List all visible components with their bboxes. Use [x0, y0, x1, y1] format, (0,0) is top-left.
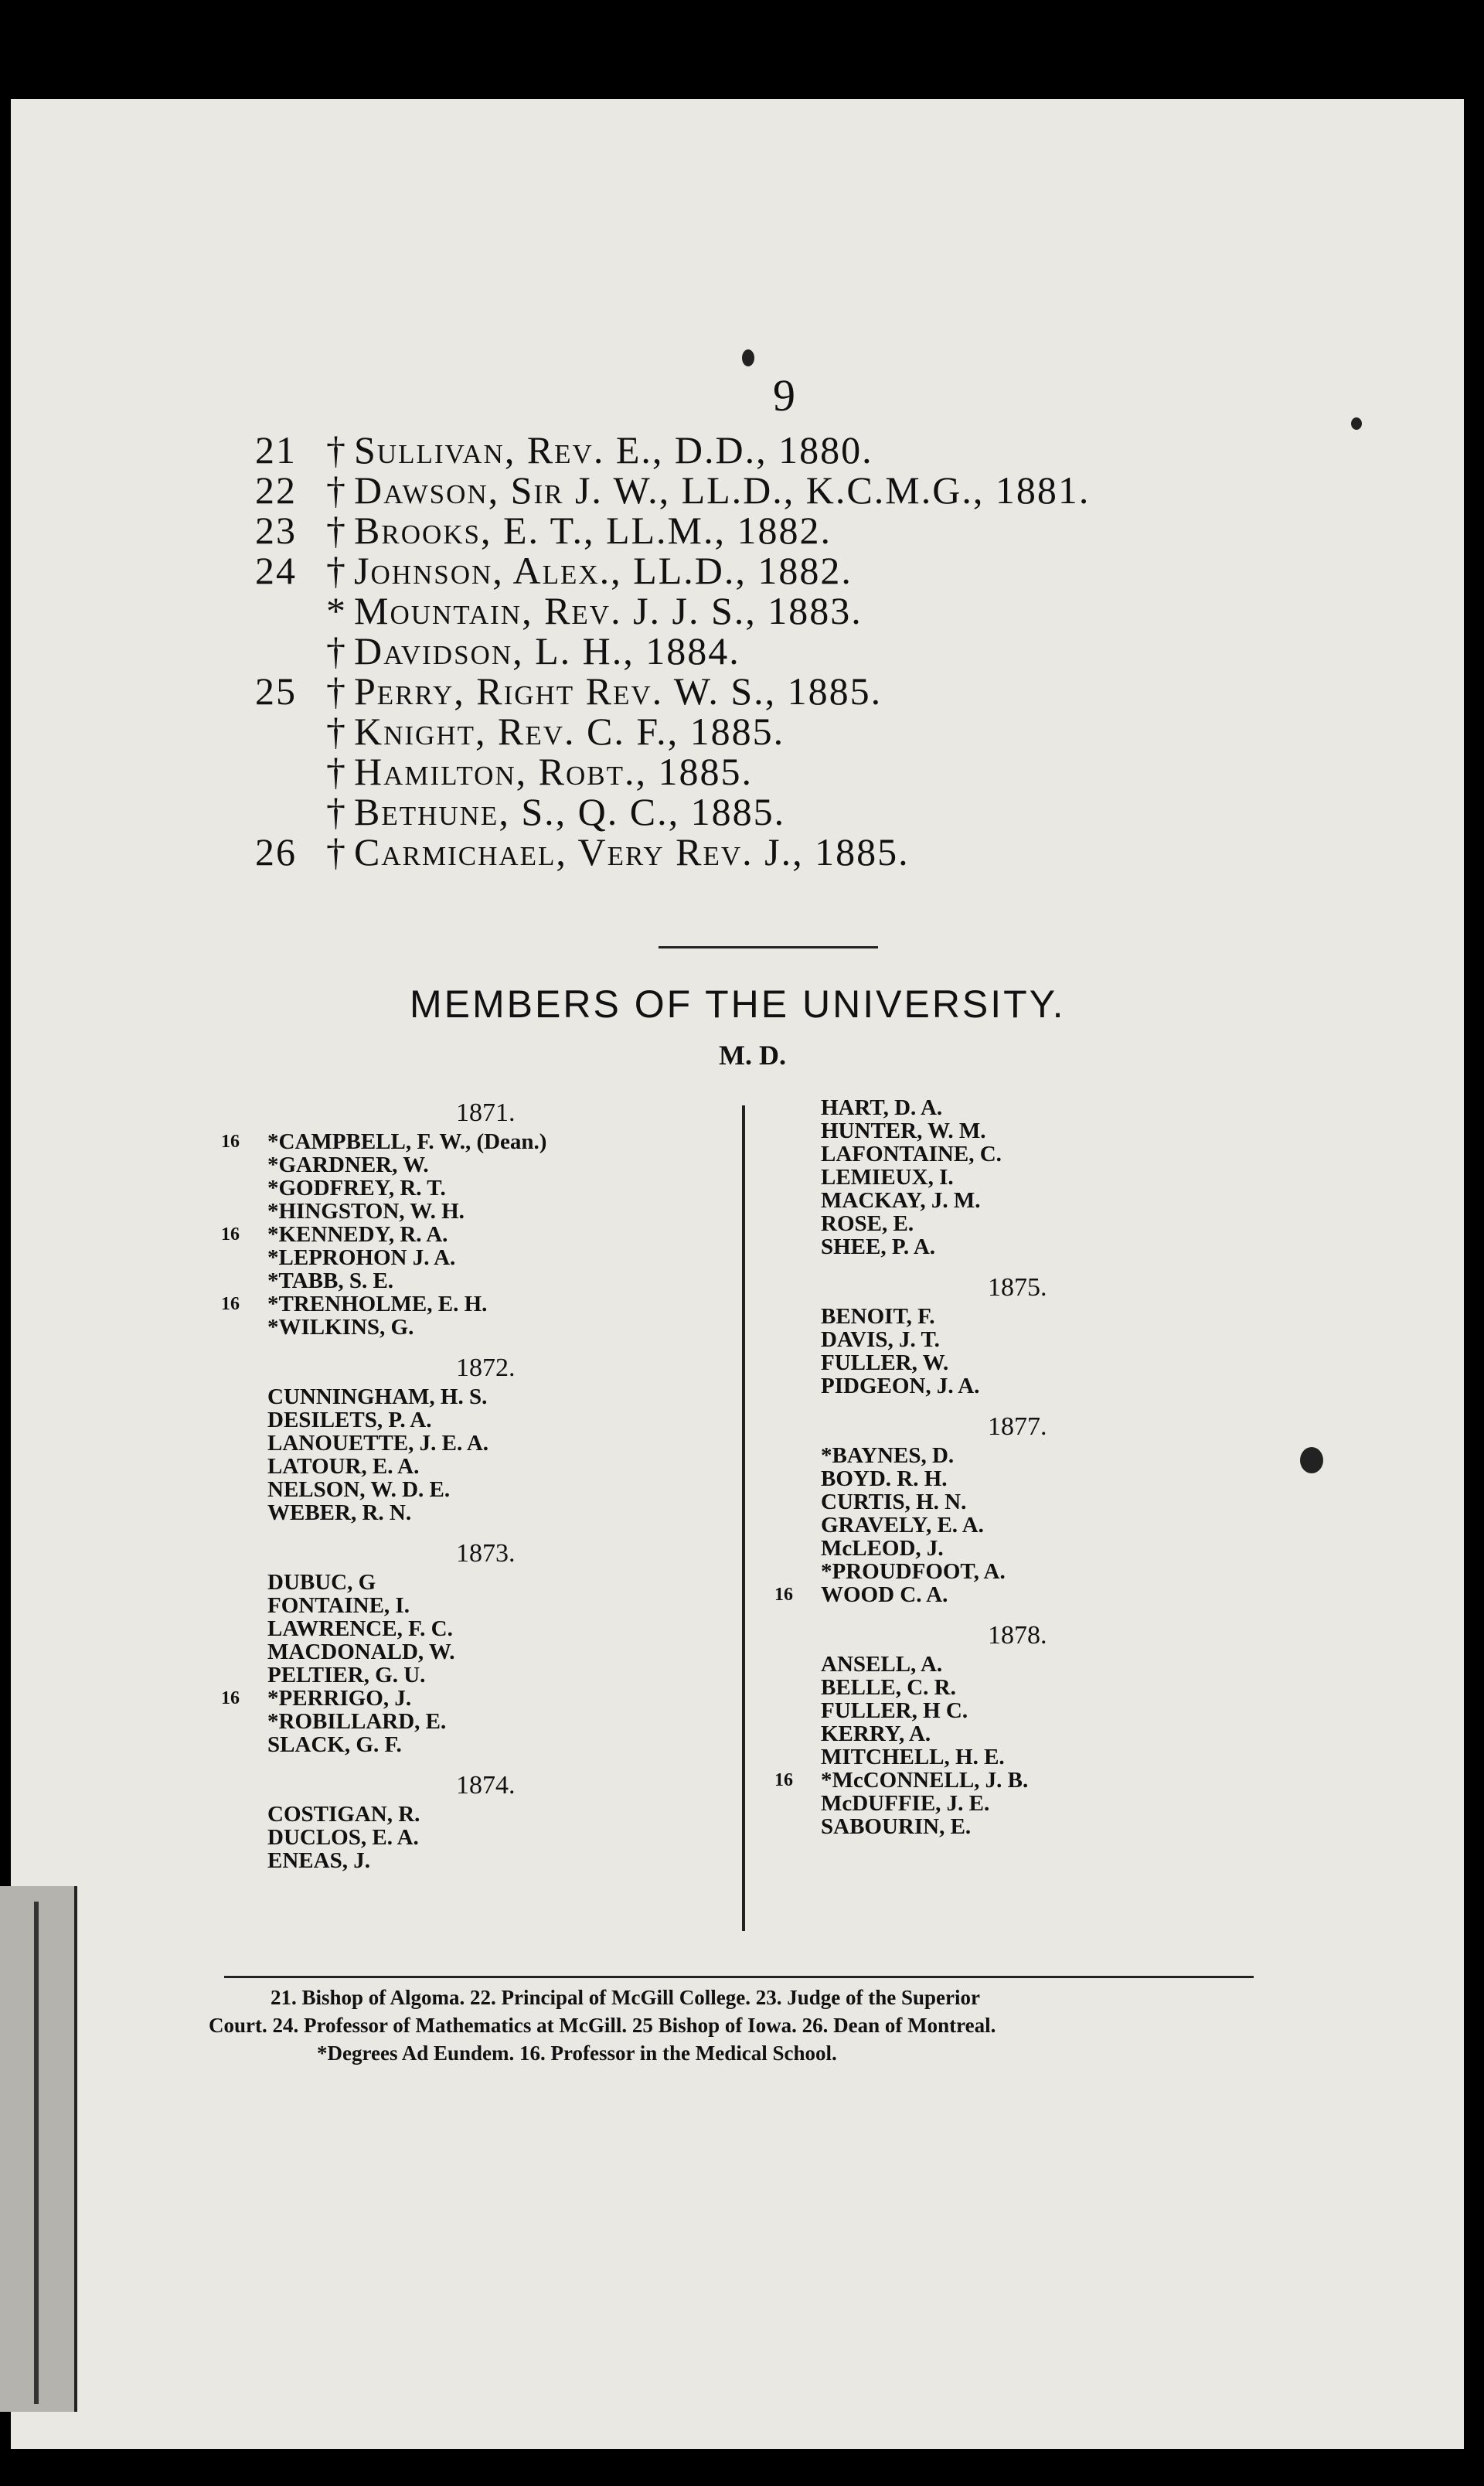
year-heading: 1878. [988, 1621, 1047, 1650]
dean-entry-row [255, 792, 1260, 832]
member-entry [221, 1803, 747, 1826]
footnote-rule [224, 1976, 1254, 1978]
member-entry [221, 1478, 747, 1501]
member-entry [774, 1514, 1300, 1537]
member-entry [221, 1385, 747, 1408]
member-entry [221, 1617, 747, 1640]
dean-entry-row [255, 631, 1260, 671]
member-entry [774, 1676, 1300, 1699]
member-entry [774, 1537, 1300, 1560]
group-spacer [221, 1756, 747, 1769]
deceased-mark: † [326, 710, 347, 753]
member-name: GRAVELY, E. A. [821, 1513, 984, 1538]
member-name: NELSON, W. D. E. [267, 1477, 451, 1502]
member-name: SABOURIN, E. [821, 1814, 972, 1839]
member-name: KERRY, A. [821, 1721, 931, 1746]
member-entry [774, 1467, 1300, 1490]
footnote-ref-number: 24 [255, 549, 297, 592]
member-name: WEBER, R. N. [267, 1500, 412, 1525]
member-entry [221, 1733, 747, 1756]
deceased-mark: † [326, 830, 347, 874]
member-entry [774, 1143, 1300, 1166]
degree-label: M. D. [719, 1040, 786, 1071]
professor-mark: 16 [221, 1224, 240, 1245]
member-entry [774, 1374, 1300, 1398]
member-entry [221, 1571, 747, 1594]
member-name: *PERRIGO, J. [267, 1686, 412, 1711]
member-name: HART, D. A. [821, 1095, 943, 1120]
member-name: *WILKINS, G. [267, 1315, 414, 1340]
member-entry [774, 1490, 1300, 1514]
dean-entry-row [255, 550, 1260, 591]
dean-entry-row [255, 751, 1260, 792]
dean-entry-row [255, 832, 1260, 872]
member-name: HUNTER, W. M. [821, 1119, 986, 1143]
group-spacer [774, 1398, 1300, 1410]
member-name: SLACK, G. F. [267, 1732, 402, 1757]
member-name: *LEPROHON J. A. [267, 1245, 456, 1270]
member-entry [774, 1792, 1300, 1815]
member-name: BELLE, C. R. [821, 1675, 956, 1700]
deceased-mark: * [326, 589, 347, 632]
deceased-mark: † [326, 549, 347, 592]
footnote-line: Court. 24. Professor of Mathematics at McGill. 25 Bishop of Iowa. 26. Dean of Montreal. [209, 2014, 996, 2037]
ink-blot [1300, 1447, 1323, 1473]
member-entry [221, 1223, 747, 1246]
member-entry [774, 1560, 1300, 1583]
professor-mark: 16 [221, 1688, 240, 1708]
member-entry [774, 1328, 1300, 1351]
member-entry [774, 1119, 1300, 1143]
year-heading: 1877. [988, 1412, 1047, 1441]
member-name: LAFONTAINE, C. [821, 1142, 1002, 1166]
dean-name: Johnson, Alex., LL.D., 1882. [354, 549, 853, 592]
deans-list [255, 430, 1260, 872]
member-entry [221, 1501, 747, 1524]
member-name: FONTAINE, I. [267, 1593, 410, 1618]
member-name: ANSELL, A. [821, 1652, 943, 1677]
binding-stitch-line [34, 1902, 39, 2404]
member-name: DUCLOS, E. A. [267, 1825, 419, 1850]
professor-mark: 16 [221, 1294, 240, 1314]
member-name: PELTIER, G. U. [267, 1663, 426, 1687]
group-spacer [221, 1339, 747, 1351]
page-number: 9 [773, 370, 795, 421]
member-entry [774, 1096, 1300, 1119]
member-entry [774, 1583, 1300, 1606]
deceased-mark: † [326, 509, 347, 552]
dean-name: Bethune, S., Q. C., 1885. [354, 790, 786, 833]
member-entry [774, 1235, 1300, 1258]
member-name: *TRENHOLME, E. H. [267, 1292, 488, 1316]
member-name: McLEOD, J. [821, 1536, 944, 1561]
member-name: BENOIT, F. [821, 1304, 935, 1329]
member-entry [774, 1699, 1300, 1722]
group-spacer [221, 1872, 747, 1885]
dean-name: Knight, Rev. C. F., 1885. [354, 710, 785, 753]
ink-blot [742, 349, 754, 366]
footnote-line: *Degrees Ad Eundem. 16. Professor in the Medical School. [317, 2042, 837, 2065]
member-entry [221, 1849, 747, 1872]
member-name: ROSE, E. [821, 1211, 914, 1236]
member-entry [221, 1710, 747, 1733]
member-entry [774, 1189, 1300, 1212]
member-name: *KENNEDY, R. A. [267, 1222, 448, 1247]
dean-name: Carmichael, Very Rev. J., 1885. [354, 830, 910, 874]
member-name: BOYD. R. H. [821, 1466, 948, 1491]
book-binding [0, 1886, 77, 2412]
member-name: DUBUC, G [267, 1570, 376, 1595]
member-entry [774, 1722, 1300, 1745]
year-heading: 1871. [456, 1098, 516, 1127]
dean-entry-row [255, 671, 1260, 711]
member-name: McDUFFIE, J. E. [821, 1791, 990, 1816]
ink-blot [1351, 417, 1362, 430]
member-name: DAVIS, J. T. [821, 1327, 940, 1352]
member-name: MACKAY, J. M. [821, 1188, 981, 1213]
year-heading: 1873. [456, 1539, 516, 1568]
member-entry [221, 1826, 747, 1849]
deceased-mark: † [326, 468, 347, 512]
member-entry [221, 1316, 747, 1339]
dean-name: Mountain, Rev. J. J. S., 1883. [354, 589, 863, 632]
member-name: FULLER, H C. [821, 1698, 968, 1723]
deceased-mark: † [326, 669, 347, 713]
member-entry [774, 1351, 1300, 1374]
deceased-mark: † [326, 790, 347, 833]
member-entry [221, 1432, 747, 1455]
dean-name: Sullivan, Rev. E., D.D., 1880. [354, 428, 873, 472]
dean-entry-row [255, 430, 1260, 470]
member-entry [221, 1408, 747, 1432]
member-name: LATOUR, E. A. [267, 1454, 420, 1479]
year-heading: 1874. [456, 1771, 516, 1800]
member-entry [774, 1745, 1300, 1769]
footnotes [209, 1984, 1268, 2067]
deceased-mark: † [326, 428, 347, 472]
member-name: WOOD C. A. [821, 1582, 948, 1607]
member-name: *TABB, S. E. [267, 1269, 394, 1293]
dean-entry-row [255, 711, 1260, 751]
member-name: MITCHELL, H. E. [821, 1745, 1005, 1769]
member-entry [774, 1212, 1300, 1235]
member-entry [774, 1653, 1300, 1676]
member-entry [221, 1292, 747, 1316]
member-name: LAWRENCE, F. C. [267, 1616, 453, 1641]
members-left-column [221, 1096, 747, 1885]
member-name: *HINGSTON, W. H. [267, 1199, 465, 1224]
dean-name: Brooks, E. T., LL.M., 1882. [354, 509, 832, 552]
dean-name: Davidson, L. H., 1884. [354, 629, 740, 673]
section-heading: MEMBERS OF THE UNIVERSITY. [410, 982, 1066, 1026]
member-name: SHEE, P. A. [821, 1234, 936, 1259]
member-entry [221, 1246, 747, 1269]
member-entry [774, 1815, 1300, 1838]
deceased-mark: † [326, 629, 347, 673]
member-name: *GODFREY, R. T. [267, 1176, 446, 1200]
member-name: MACDONALD, W. [267, 1640, 455, 1664]
dean-name: Perry, Right Rev. W. S., 1885. [354, 669, 883, 713]
member-name: COSTIGAN, R. [267, 1802, 420, 1827]
member-name: LEMIEUX, I. [821, 1165, 954, 1190]
member-entry [221, 1664, 747, 1687]
member-name: *PROUDFOOT, A. [821, 1559, 1006, 1584]
member-name: ENEAS, J. [267, 1848, 370, 1873]
dean-name: Dawson, Sir J. W., LL.D., K.C.M.G., 1881. [354, 468, 1091, 512]
member-entry [221, 1269, 747, 1292]
member-entry [221, 1640, 747, 1664]
group-spacer [774, 1838, 1300, 1851]
deceased-mark: † [326, 750, 347, 793]
member-entry [221, 1200, 747, 1223]
footnote-ref-number: 25 [255, 669, 297, 713]
member-name: *ROBILLARD, E. [267, 1709, 447, 1734]
footnote-ref-number: 26 [255, 830, 297, 874]
dean-entry-row [255, 591, 1260, 631]
professor-mark: 16 [774, 1770, 793, 1790]
professor-mark: 16 [774, 1585, 793, 1605]
member-entry [774, 1769, 1300, 1792]
member-entry [221, 1130, 747, 1153]
member-entry [774, 1305, 1300, 1328]
members-right-column [774, 1096, 1300, 1851]
member-name: *CAMPBELL, F. W., (Dean.) [267, 1129, 547, 1154]
dean-entry-row [255, 470, 1260, 510]
member-entry [221, 1455, 747, 1478]
member-name: LANOUETTE, J. E. A. [267, 1431, 489, 1456]
section-divider [659, 946, 878, 948]
member-entry [221, 1594, 747, 1617]
member-name: CUNNINGHAM, H. S. [267, 1384, 488, 1409]
member-name: *GARDNER, W. [267, 1153, 429, 1177]
group-spacer [221, 1524, 747, 1537]
column-divider [742, 1105, 745, 1931]
member-entry [221, 1177, 747, 1200]
member-name: DESILETS, P. A. [267, 1408, 432, 1432]
member-name: *BAYNES, D. [821, 1443, 955, 1468]
group-spacer [774, 1258, 1300, 1271]
member-name: FULLER, W. [821, 1350, 949, 1375]
group-spacer [774, 1606, 1300, 1619]
dean-entry-row [255, 510, 1260, 550]
member-entry [774, 1444, 1300, 1467]
professor-mark: 16 [221, 1132, 240, 1152]
footnote-line: 21. Bishop of Algoma. 22. Principal of McGill College. 23. Judge of the Superior [271, 1986, 980, 2009]
footnote-ref-number: 21 [255, 428, 297, 472]
member-entry [221, 1687, 747, 1710]
footnote-ref-number: 22 [255, 468, 297, 512]
member-entry [221, 1153, 747, 1177]
member-entry [774, 1166, 1300, 1189]
member-name: CURTIS, H. N. [821, 1490, 967, 1514]
year-heading: 1872. [456, 1354, 516, 1382]
footnote-ref-number: 23 [255, 509, 297, 552]
member-name: *McCONNELL, J. B. [821, 1768, 1029, 1793]
year-heading: 1875. [988, 1273, 1047, 1302]
member-name: PIDGEON, J. A. [821, 1374, 980, 1398]
dean-name: Hamilton, Robt., 1885. [354, 750, 753, 793]
